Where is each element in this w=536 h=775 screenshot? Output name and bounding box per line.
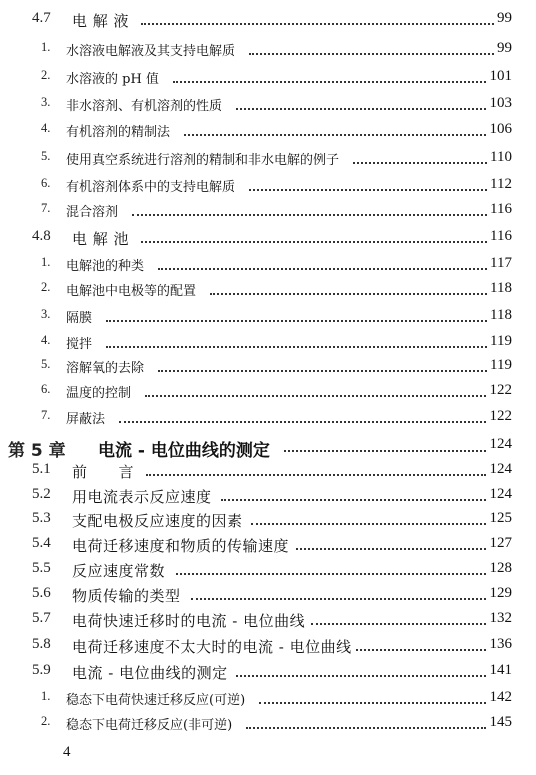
toc-title: 搅拌 bbox=[66, 337, 93, 352]
toc-number: 1. bbox=[41, 689, 51, 703]
toc-number: 1. bbox=[41, 255, 51, 269]
toc-item bbox=[0, 714, 536, 738]
page-number: 4 bbox=[63, 744, 71, 760]
toc-leader-dots bbox=[191, 598, 486, 600]
toc-item bbox=[0, 201, 536, 225]
toc-page-number: 116 bbox=[490, 228, 512, 244]
toc-section bbox=[0, 10, 536, 34]
toc-section bbox=[0, 662, 536, 686]
toc-title: 反应速度常数 bbox=[72, 562, 166, 580]
toc-title: 有机溶剂体系中的支持电解质 bbox=[66, 180, 236, 195]
toc-item bbox=[0, 255, 536, 279]
toc-item bbox=[0, 408, 536, 432]
toc-leader-dots bbox=[353, 162, 487, 164]
toc-leader-dots bbox=[236, 675, 487, 677]
toc-number: 5.8 bbox=[32, 636, 51, 652]
toc-leader-dots bbox=[296, 548, 486, 550]
toc-item bbox=[0, 357, 536, 381]
toc-leader-dots bbox=[249, 53, 494, 55]
toc-page-number: 136 bbox=[489, 636, 512, 652]
toc-title: 电荷迁移速度和物质的传输速度 bbox=[72, 537, 290, 555]
toc-number: 5.3 bbox=[32, 510, 51, 526]
toc-section bbox=[0, 560, 536, 584]
toc-title: 使用真空系统进行溶剂的精制和非水电解的例子 bbox=[66, 153, 340, 168]
toc-title: 屏蔽法 bbox=[66, 412, 106, 427]
toc-page-number: 142 bbox=[489, 689, 512, 705]
toc-section bbox=[0, 585, 536, 609]
toc-title: 电 解 池 bbox=[72, 230, 130, 248]
toc-number: 7. bbox=[41, 201, 51, 215]
toc-title: 电流 - 电位曲线的测定 bbox=[72, 664, 228, 682]
toc-number: 4. bbox=[41, 121, 51, 135]
toc-leader-dots bbox=[141, 241, 488, 243]
toc-page-number: 106 bbox=[489, 121, 512, 137]
toc-number: 3. bbox=[41, 95, 51, 109]
toc-leader-dots bbox=[251, 523, 486, 525]
toc-leader-dots bbox=[246, 727, 486, 729]
toc-leader-dots bbox=[158, 268, 487, 270]
toc-leader-dots bbox=[158, 370, 487, 372]
toc-title: 水溶液电解液及其支持电解质 bbox=[66, 44, 236, 59]
toc-number: 5.1 bbox=[32, 461, 51, 477]
toc-leader-dots bbox=[146, 474, 486, 476]
toc-page-number: 124 bbox=[489, 486, 512, 502]
toc-section bbox=[0, 486, 536, 510]
toc-section bbox=[0, 461, 536, 485]
toc-page-number: 118 bbox=[490, 307, 512, 323]
toc-page-number: 124 bbox=[489, 436, 512, 452]
toc-number: 3. bbox=[41, 307, 51, 321]
toc-number: 5.4 bbox=[32, 535, 51, 551]
toc-number: 第 5 章 bbox=[8, 441, 66, 461]
toc-number: 4.8 bbox=[32, 228, 51, 244]
toc-number: 4. bbox=[41, 333, 51, 347]
toc-title: 电流 - 电位曲线的测定 bbox=[98, 441, 270, 461]
toc-page-number: 124 bbox=[489, 461, 512, 477]
toc-leader-dots bbox=[284, 450, 487, 452]
toc-number: 5.5 bbox=[32, 560, 51, 576]
toc-number: 2. bbox=[41, 714, 51, 728]
toc-item bbox=[0, 280, 536, 304]
toc-chapter bbox=[0, 436, 536, 460]
toc-title: 稳态下电荷迁移反应(非可逆) bbox=[66, 718, 233, 733]
toc-title: 隔膜 bbox=[66, 311, 93, 326]
toc-number: 2. bbox=[41, 280, 51, 294]
toc-number: 2. bbox=[41, 68, 51, 82]
toc-page-number: 117 bbox=[490, 255, 512, 271]
toc-leader-dots bbox=[311, 623, 487, 625]
toc-page-number: 122 bbox=[489, 408, 512, 424]
toc-item bbox=[0, 689, 536, 713]
toc-number: 5.6 bbox=[32, 585, 51, 601]
toc-leader-dots bbox=[249, 189, 487, 191]
toc-page-number: 141 bbox=[489, 662, 512, 678]
toc-title: 电 解 液 bbox=[72, 12, 130, 30]
toc-number: 5.7 bbox=[32, 610, 51, 626]
toc-page-number: 101 bbox=[489, 68, 512, 84]
toc-title: 溶解氧的去除 bbox=[66, 361, 145, 376]
toc-title: 电荷快速迁移时的电流 - 电位曲线 bbox=[72, 612, 306, 630]
toc-leader-dots bbox=[145, 395, 486, 397]
toc-page-number: 103 bbox=[489, 95, 512, 111]
toc-item bbox=[0, 40, 536, 64]
toc-page-number: 119 bbox=[490, 333, 512, 349]
toc-item bbox=[0, 382, 536, 406]
toc-title: 稳态下电荷快速迁移反应(可逆) bbox=[66, 693, 246, 708]
toc-title: 前 言 bbox=[72, 463, 135, 481]
toc-section bbox=[0, 610, 536, 634]
toc-page-number: 128 bbox=[489, 560, 512, 576]
toc-leader-dots bbox=[173, 81, 487, 83]
toc-leader-dots bbox=[221, 499, 486, 501]
toc-title: 支配电极反应速度的因素 bbox=[72, 512, 243, 530]
toc-title: 混合溶剂 bbox=[66, 205, 119, 220]
toc-number: 5. bbox=[41, 357, 51, 371]
toc-page-number: 145 bbox=[489, 714, 512, 730]
toc-title: 温度的控制 bbox=[66, 386, 132, 401]
toc-number: 6. bbox=[41, 176, 51, 190]
toc-leader-dots bbox=[106, 346, 487, 348]
toc-title: 物质传输的类型 bbox=[72, 587, 181, 605]
toc-leader-dots bbox=[119, 421, 486, 423]
toc-number: 5.9 bbox=[32, 662, 51, 678]
toc-leader-dots bbox=[141, 23, 494, 25]
toc-leader-dots bbox=[132, 214, 487, 216]
toc-number: 1. bbox=[41, 40, 51, 54]
toc-leader-dots bbox=[356, 649, 487, 651]
toc-number: 5. bbox=[41, 149, 51, 163]
toc-leader-dots bbox=[106, 320, 487, 322]
toc-leader-dots bbox=[176, 573, 486, 575]
toc-page-number: 112 bbox=[490, 176, 512, 192]
toc-item bbox=[0, 149, 536, 173]
toc-item bbox=[0, 95, 536, 119]
toc-number: 6. bbox=[41, 382, 51, 396]
toc-page-number: 99 bbox=[497, 10, 512, 26]
toc-page-number: 122 bbox=[489, 382, 512, 398]
toc-item bbox=[0, 333, 536, 357]
toc-page-number: 119 bbox=[490, 357, 512, 373]
toc-number: 5.2 bbox=[32, 486, 51, 502]
toc-section bbox=[0, 510, 536, 534]
toc-item bbox=[0, 307, 536, 331]
toc-page-number: 110 bbox=[490, 149, 512, 165]
toc-title: 有机溶剂的精制法 bbox=[66, 125, 171, 140]
toc-page-number: 127 bbox=[489, 535, 512, 551]
toc-item bbox=[0, 121, 536, 145]
toc-page-number: 129 bbox=[489, 585, 512, 601]
toc-section bbox=[0, 636, 536, 660]
toc-section bbox=[0, 228, 536, 252]
toc-leader-dots bbox=[236, 108, 486, 110]
toc-number: 7. bbox=[41, 408, 51, 422]
toc-title: 电解池中电极等的配置 bbox=[66, 284, 197, 299]
toc-page-number: 118 bbox=[490, 280, 512, 296]
toc-page-number: 125 bbox=[489, 510, 512, 526]
toc-section bbox=[0, 535, 536, 559]
toc-page-number: 99 bbox=[497, 40, 512, 56]
toc-title: 电荷迁移速度不太大时的电流 - 电位曲线 bbox=[72, 638, 352, 656]
toc-item bbox=[0, 176, 536, 200]
toc-leader-dots bbox=[259, 702, 486, 704]
toc-leader-dots bbox=[184, 134, 486, 136]
toc-title: 水溶液的 pH 值 bbox=[66, 72, 159, 87]
toc-page-number: 116 bbox=[490, 201, 512, 217]
toc-number: 4.7 bbox=[32, 10, 51, 26]
toc-title: 用电流表示反应速度 bbox=[72, 488, 212, 506]
toc-title: 非水溶剂、有机溶剂的性质 bbox=[66, 99, 223, 114]
toc-page-number: 132 bbox=[489, 610, 512, 626]
toc-title: 电解池的种类 bbox=[66, 259, 145, 274]
toc-leader-dots bbox=[210, 293, 487, 295]
toc-item bbox=[0, 68, 536, 92]
